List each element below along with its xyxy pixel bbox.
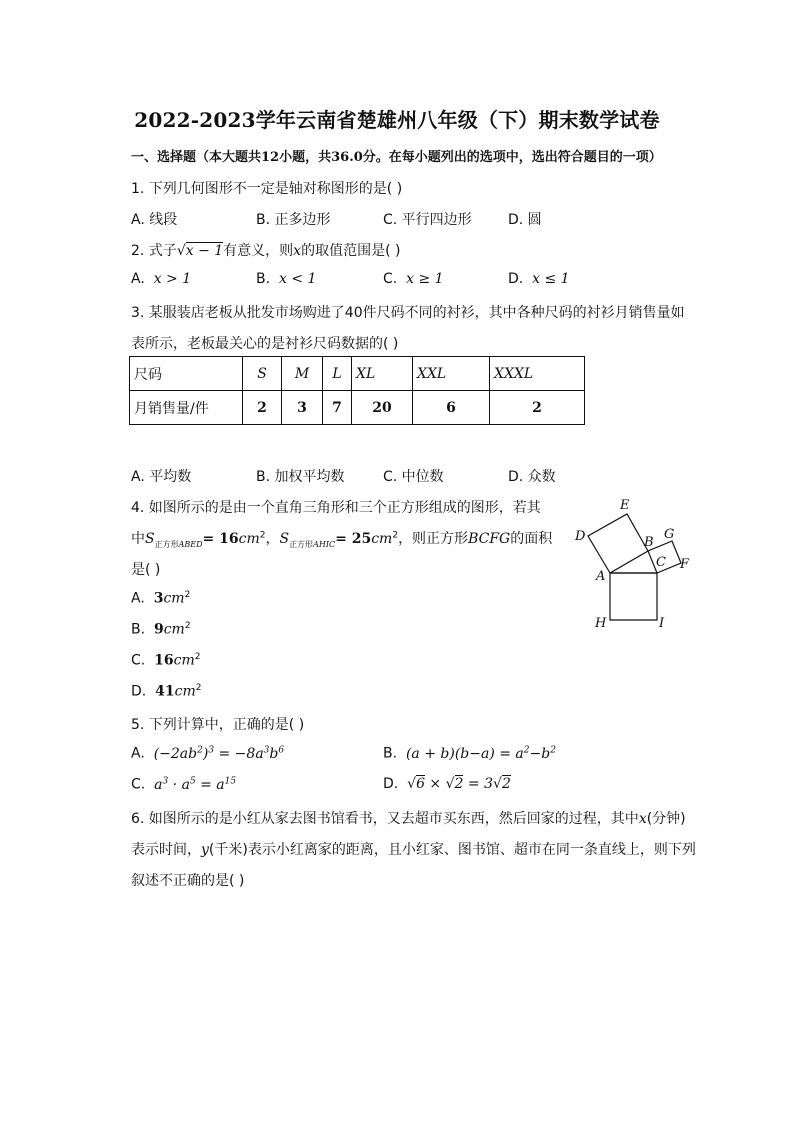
q4-b-val: 9 [153,621,164,638]
q4-pre: 中 [131,531,145,547]
q4-unit-2: cm [371,531,393,547]
table-cell: M [282,357,323,391]
section-score: 36.0 [331,150,363,165]
q5-option-c: C. $a^3 \cdot a^5 = a^{15}$ [131,776,237,793]
q2-c-label: C. [383,271,398,287]
q4-option-a: A. $3cm^2$ [131,590,191,607]
q4-end: 的面积 [510,531,553,547]
q2-var: x [293,243,302,259]
q2-tail: 有意义，则 [223,243,294,259]
q6-line2-pre: 表示时间， [131,842,201,858]
q4-s1-sub: 正方形 [154,539,179,549]
q2-num: 2. 式子 [131,243,177,259]
section-count: 12 [261,150,280,165]
table-cell: 3 [282,391,323,425]
table-cell: XXL [413,357,490,391]
q3-option-c: C. 中位数 [383,469,444,485]
q2-b-label: B. [256,271,271,287]
table-row [130,391,585,425]
q4-d-unit: cm [174,683,196,700]
q5-d-label: D. [383,776,399,792]
q4-c-unit: cm [173,652,195,669]
geometry-figure [570,494,694,634]
table-cell: 尺码 [130,357,243,391]
q1-option-c: C. 平行四边形 [383,212,472,228]
q1-option-b: B. 正多边形 [256,212,331,228]
section-heading-text: 一、选择题（本大题共 [131,150,262,165]
q5-b-label: B. [383,745,398,762]
q4-d-label: D. [131,683,147,700]
table-cell: S [243,357,282,391]
question-5-stem: 5. 下列计算中，正确的是( ) [131,717,305,733]
size-sales-table [129,356,585,425]
table-cell: XL [352,357,413,391]
table-cell: XXXL [490,357,585,391]
label-e: E [620,498,630,513]
q4-a-label: A. [131,590,145,607]
q3-option-a: A. 平均数 [131,469,192,485]
q4-c-val: 16 [154,652,174,669]
q2-d-expr: x ≤ 1 [532,271,570,287]
square-ahic [610,573,657,620]
label-d: D [575,529,586,544]
table-cell: 2 [243,391,282,425]
q4-a-unit: cm [163,590,185,607]
square-abed [588,514,648,573]
q5-option-a: A. $(-2ab^2)^3 = -8a^3b^6$ [131,745,285,762]
question-2-stem [131,240,400,260]
table-cell: 7 [323,391,352,425]
table-cell: 20 [352,391,413,425]
q2-c-expr: x ≥ 1 [406,271,444,287]
q4-post: ，则正方形 [398,531,469,547]
question-3-line-2: 表所示，老板最关心的是衬衫尺码数据的( ) [131,336,399,352]
label-h: H [595,616,607,631]
question-6-line-2 [131,839,696,859]
q4-d-val: 41 [155,683,175,700]
q2-radicand: x − 1 [185,243,224,259]
label-f: F [680,557,690,572]
table-cell: 月销售量/件 [130,391,243,425]
q2-option-a [131,271,191,287]
q4-option-c: C. $16cm^2$ [131,652,201,669]
q2-tail2: 的取值范围是( ) [301,243,401,259]
question-4-line-3: 是( ) [131,562,161,578]
q4-s2-sub2: AHIC [313,539,336,549]
q4-a-val: 3 [153,590,164,607]
table-row [130,357,585,391]
q4-c-label: C. [131,652,146,669]
q2-option-c [383,271,444,287]
q4-s1-val: = 16 [202,531,239,547]
sqrt-sign: √ [176,243,186,259]
q2-d-label: D. [508,271,524,287]
label-g: G [664,527,675,542]
q4-b-unit: cm [163,621,185,638]
section-mid: 小题，共 [279,150,332,165]
label-b: B [644,535,654,550]
label-i: I [659,616,665,631]
question-4-line-2: 中$S_{正方形ABED}= 16cm^2$，$S_{正方形AHIC}= 25cm^2$，则正方形BCFG的面积 [131,530,553,549]
question-4-line-1: 4. 如图所示的是由一个直角三角形和三个正方形组成的图形，若其 [131,500,541,516]
q6-line2-post: (千米)表示小红离家的距离，且小红家、图书馆、超市在同一条直线上，则下列 [208,842,696,858]
q3-option-d: D. 众数 [508,469,556,485]
q2-b-expr: x < 1 [278,271,317,287]
table-cell: L [323,357,352,391]
section-tail: 分。在每小题列出的选项中，选出符合题目的一项） [362,150,662,165]
q4-s2-val: = 25 [335,531,372,547]
q4-sep: ， [265,531,280,547]
table-cell: 6 [413,391,490,425]
q3-option-b: B. 加权平均数 [256,469,345,485]
q6-var-x: x [638,811,647,827]
q5-option-b: B. $(a + b)(b-a) = a^2-b^2$ [383,745,556,762]
q1-option-d: D. 圆 [508,212,542,228]
q2-a-expr: x > 1 [153,271,192,287]
q4-s1-sub2: ABED [178,539,203,549]
q4-s2-sub: 正方形 [289,539,314,549]
q5-option-d: D. √6 × √2 = 3√2 [383,776,511,792]
q5-c-label: C. [131,776,146,793]
q2-option-b [256,271,316,287]
q4-square-name: BCFG [468,531,511,547]
q6-var-y: y [201,842,209,858]
label-a: A [596,569,606,584]
table-cell: 2 [490,391,585,425]
q2-option-d [508,271,570,287]
q4-option-d: D. $41cm^2$ [131,683,202,700]
page-title: 2022-2023学年云南省楚雄州八年级（下）期末数学试卷 [134,108,660,132]
question-6-line-1 [131,808,686,828]
q4-unit-1: cm [238,531,260,547]
q1-option-a: A. 线段 [131,212,178,228]
label-c: C [656,555,666,570]
q5-a-label: A. [131,745,145,762]
question-1-stem: 1. 下列几何图形不一定是轴对称图形的是( ) [131,181,403,197]
q4-option-b: B. $9cm^2$ [131,621,191,638]
q6-line1-pre: 6. 如图所示的是小红从家去图书馆看书，又去超市买东西，然后回家的过程，其中 [131,811,639,827]
question-6-line-3: 叙述不正确的是( ) [131,873,245,889]
question-3-line-1: 3. 某服装店老板从批发市场购进了40件尺码不同的衬衫，其中各种尺码的衬衫月销售量如 [131,305,685,321]
q2-a-label: A. [131,271,145,287]
section-heading [131,146,662,165]
q4-b-label: B. [131,621,146,638]
q6-line1-post: (分钟) [646,811,686,827]
